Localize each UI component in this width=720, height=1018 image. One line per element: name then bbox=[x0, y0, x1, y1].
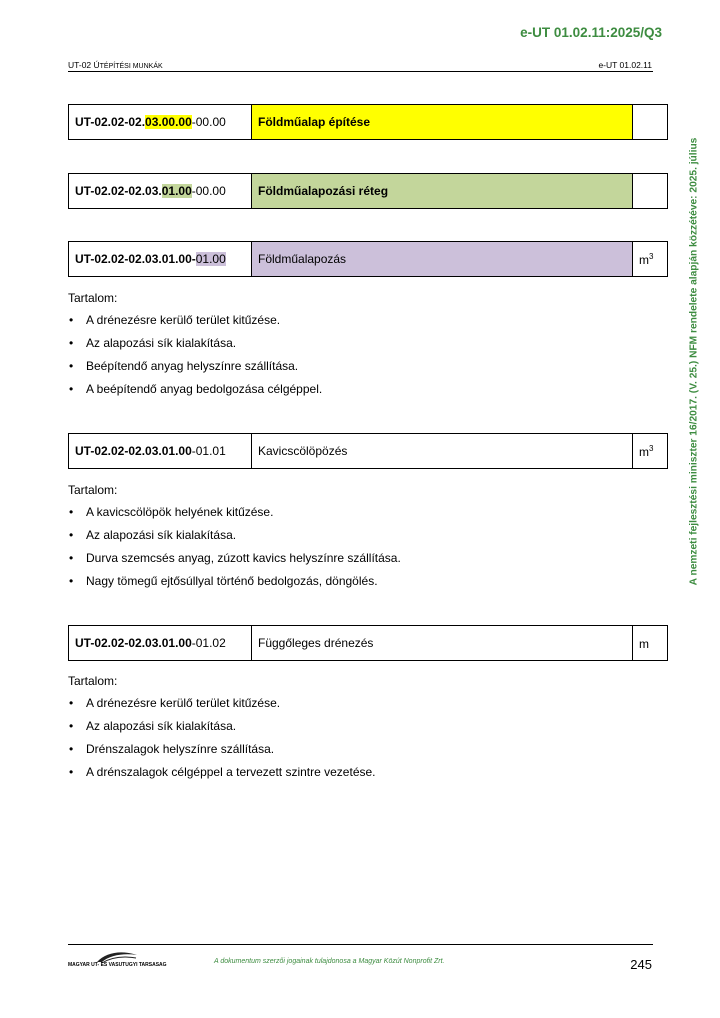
header-divider bbox=[68, 71, 653, 72]
code-highlight: 03.00.00 bbox=[145, 115, 192, 129]
code-part: UT-02.02-02.03.01.00 bbox=[75, 636, 192, 650]
item-code bbox=[69, 242, 252, 277]
code-part: UT-02.02-02.03.01.00 bbox=[75, 444, 192, 458]
header-code: e-UT 01.02.11 bbox=[598, 60, 652, 70]
logo-text: MAGYAR UT- ES VASUTUGYI TARSASAG bbox=[68, 962, 167, 968]
list-item: • A drénezésre kerülő terület kitűzése. bbox=[68, 696, 648, 711]
item-name: Földműalap építése bbox=[252, 105, 633, 140]
content-label: Tartalom: bbox=[68, 483, 118, 497]
item-unit bbox=[633, 242, 668, 277]
copyright-notice: A dokumentum szerzői jogainak tulajdonosa a Magyar Közút Nonprofit Zrt. bbox=[214, 958, 445, 965]
list-item: • Az alapozási sík kialakítása. bbox=[68, 528, 648, 543]
content-label: Tartalom: bbox=[68, 674, 118, 688]
item-row-foldmualapozas bbox=[68, 241, 668, 277]
item-row-fuggoleges-drenezes bbox=[68, 625, 668, 661]
item-unit bbox=[633, 626, 668, 661]
list-item: • Drénszalagok helyszínre szállítása. bbox=[68, 742, 648, 757]
list-item: • Beépítendő anyag helyszínre szállítása. bbox=[68, 359, 648, 374]
code-suffix: -01.01 bbox=[191, 444, 226, 458]
code-suffix: -00.00 bbox=[191, 115, 226, 129]
unit-sup: 3 bbox=[649, 443, 654, 453]
item-code bbox=[69, 174, 252, 209]
code-suffix: -01.02 bbox=[191, 636, 226, 650]
chapter-title-first: UT-02 Ú bbox=[68, 60, 100, 70]
list-item: • A drénezésre kerülő terület kitűzése. bbox=[68, 313, 648, 328]
item-code bbox=[69, 434, 252, 469]
list-item: • A kavicscölöpök helyének kitűzése. bbox=[68, 505, 648, 520]
page-number: 245 bbox=[630, 957, 652, 972]
side-note-text: A nemzeti fejlesztési miniszter 16/2017. (V. 25.) NFM rendelete alapján közzétéve: 2025. július bbox=[688, 137, 700, 585]
item-row-foldmualapozasi-reteg bbox=[68, 173, 668, 209]
item-code bbox=[69, 626, 252, 661]
list-item: • Nagy tömegű ejtősúllyal történő bedolgozás, döngölés. bbox=[68, 574, 648, 589]
unit-text: m bbox=[639, 252, 649, 267]
list-item: • A beépítendő anyag bedolgozása célgéppel. bbox=[68, 382, 648, 397]
footer-divider bbox=[68, 944, 653, 945]
item-name: Függőleges drénezés bbox=[252, 626, 633, 661]
content-list bbox=[68, 505, 648, 589]
item-name: Földműalapozás bbox=[252, 242, 633, 277]
content-block-fuggoleges-drenezes bbox=[68, 674, 648, 788]
content-block-kavicscolopozes bbox=[68, 483, 648, 597]
item-unit bbox=[633, 434, 668, 469]
item-unit bbox=[633, 174, 668, 209]
code-highlight: 01.00 bbox=[195, 252, 226, 266]
code-part: UT-02.02-02.03. bbox=[75, 184, 162, 198]
unit-sup: 3 bbox=[649, 251, 654, 261]
item-row-foldmualap-epitese bbox=[68, 104, 668, 140]
list-item: • Az alapozási sík kialakítása. bbox=[68, 719, 648, 734]
item-row-kavicscolopozes bbox=[68, 433, 668, 469]
item-unit bbox=[633, 105, 668, 140]
chapter-title-rest: TÉPÍTÉSI MUNKÁK bbox=[99, 63, 163, 70]
code-part: UT-02.02-02.03.01.00- bbox=[75, 252, 196, 266]
content-list bbox=[68, 696, 648, 780]
item-code bbox=[69, 105, 252, 140]
content-label: Tartalom: bbox=[68, 291, 118, 305]
unit-text: m bbox=[639, 444, 649, 459]
code-part: UT-02.02-02. bbox=[75, 115, 146, 129]
chapter-title bbox=[68, 60, 163, 70]
list-item: • A drénszalagok célgéppel a tervezett szintre vezetése. bbox=[68, 765, 648, 780]
list-item: • Durva szemcsés anyag, zúzott kavics helyszínre szállítása. bbox=[68, 551, 648, 566]
side-publication-note bbox=[684, 96, 704, 626]
society-logo bbox=[68, 950, 167, 974]
item-name: Kavicscölöpözés bbox=[252, 434, 633, 469]
unit-text: m bbox=[639, 637, 649, 651]
document-code: e-UT 01.02.11:2025/Q3 bbox=[520, 25, 662, 40]
code-suffix: -00.00 bbox=[191, 184, 226, 198]
content-block-foldmualapozas bbox=[68, 291, 648, 405]
content-list bbox=[68, 313, 648, 397]
item-name: Földműalapozási réteg bbox=[252, 174, 633, 209]
list-item: • Az alapozási sík kialakítása. bbox=[68, 336, 648, 351]
code-highlight: 01.00 bbox=[161, 184, 192, 198]
